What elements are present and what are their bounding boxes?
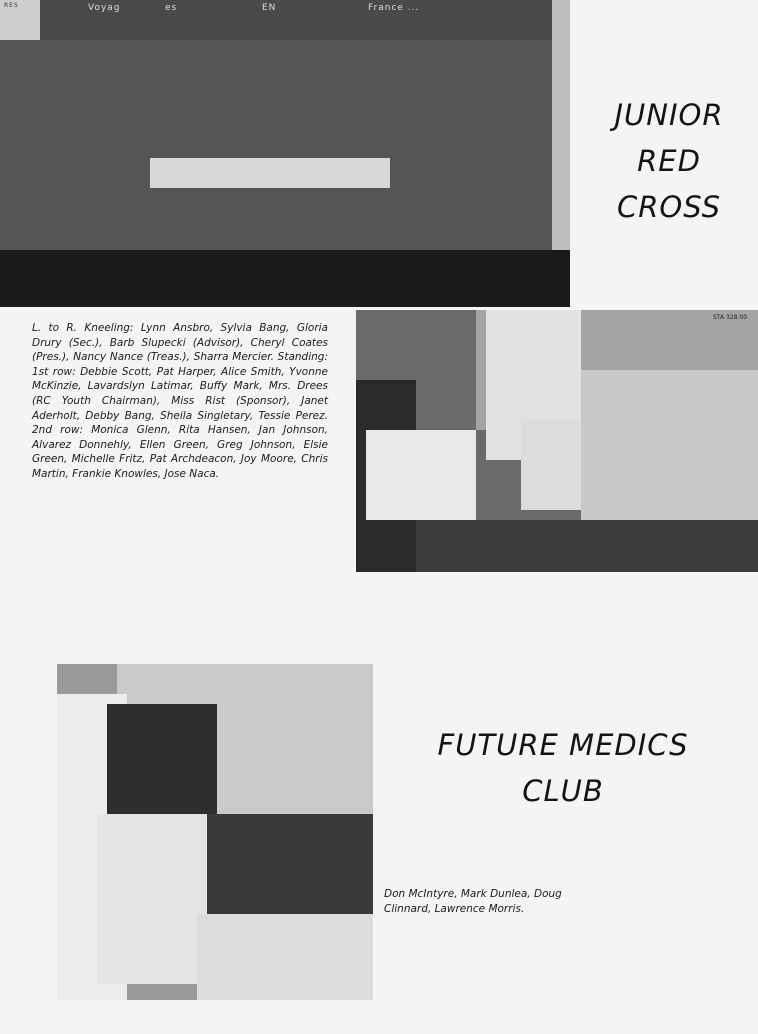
heading-line-future-medics: FUTURE MEDICS: [437, 728, 689, 762]
junior-red-cross-group-photo: [0, 0, 570, 307]
stocking-cloth: [366, 430, 476, 520]
future-medics-club-photo: [57, 664, 373, 1000]
junior-red-cross-caption: L. to R. Kneeling: Lynn Ansbro, Sylvia Bang, Gloria Drury (Sec.), Barb Slupecki (Advisor), Cheryl Coates (Pres.), Nancy Nance (Treas.), Sharra Mercier. Standing: 1st row: Debbie Scott, Pat Harper, Alice Smith, Yvonne McKinzie, Lavardslyn Latimar, Buffy Mark, Mrs. Drees (RC Youth Chairman), Miss Rist (Sponsor), Janet Aderholt, Debby Bang, Sheila Singletary, Tessie Perez. 2nd row: Monica Glenn, Rita Hansen, Jan Johnson, Alvarez Donnehly, Ellen Green, Greg Johnson, Elsie Green, Michelle Fritz, Pat Archdeacon, Joy Moore, Chris Martin, Frankie Knowles, Jose Naca.: [32, 322, 328, 480]
cot: [197, 914, 373, 1000]
red-cross-workers-photo: [356, 310, 758, 572]
heading-line-red: RED: [637, 144, 701, 178]
board-word-1: Voyag: [88, 3, 121, 13]
future-medics-club-caption: [384, 887, 684, 916]
heading-line-club: CLUB: [522, 774, 604, 808]
board-word-4: France ...: [368, 3, 420, 13]
heading-line-junior: JUNIOR: [614, 98, 724, 132]
floor: [0, 250, 570, 307]
standing-student-dark-shirt: [107, 704, 217, 814]
wall-sign: STA 328.00: [713, 314, 748, 321]
table-clutter: [416, 520, 758, 572]
heading-line-cross: CROSS: [616, 190, 721, 224]
corner-label: RES: [4, 2, 19, 9]
caption-line-2: Clinnard, Lawrence Morris.: [384, 902, 525, 915]
board-word-2: es: [165, 3, 178, 13]
crowd: [0, 40, 552, 250]
junior-red-cross-heading: [580, 92, 758, 230]
caption-line-1: Don McIntyre, Mark Dunlea, Doug: [384, 888, 562, 900]
table: [150, 158, 390, 188]
board-word-3: EN: [262, 3, 277, 13]
future-medics-club-heading: [404, 722, 722, 814]
